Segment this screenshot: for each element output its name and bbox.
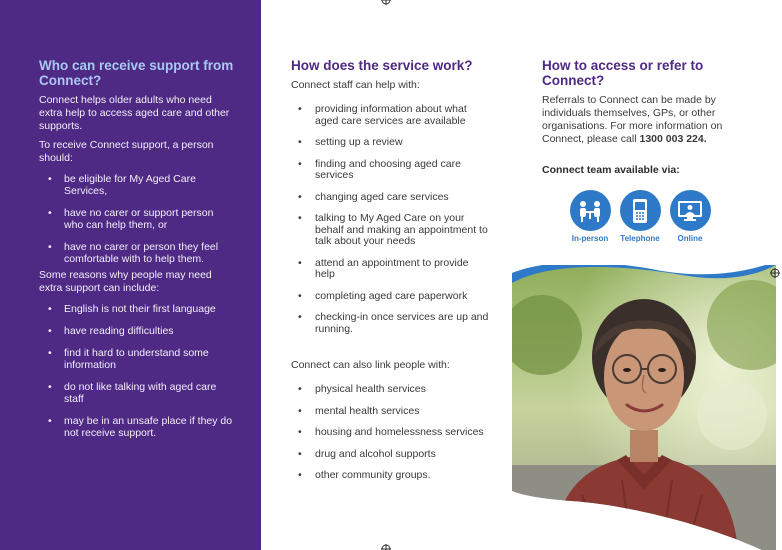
list-item: • attend an appointment to provide help bbox=[291, 258, 491, 281]
telephone-icon bbox=[620, 190, 661, 231]
list-item: • physical health services bbox=[291, 384, 491, 396]
list-item: • setting up a review bbox=[291, 137, 491, 149]
channel-telephone bbox=[615, 190, 665, 243]
referral-text bbox=[542, 94, 742, 146]
list-item: • providing information about what aged care services are available bbox=[291, 104, 491, 127]
list-item: • mental health services bbox=[291, 406, 491, 418]
middle-heading: How does the service work? bbox=[291, 58, 473, 73]
criteria-list bbox=[39, 173, 235, 265]
reasons-intro: Some reasons why people may need extra support can include: bbox=[39, 269, 212, 294]
left-heading: Who can receive support from Connect? bbox=[39, 58, 234, 88]
list-item: • completing aged care paperwork bbox=[291, 291, 491, 303]
list-item: • changing aged care services bbox=[291, 192, 491, 204]
list-item: • talking to My Aged Care on your behalf and making an appointment to talk about your needs bbox=[291, 213, 491, 248]
channel-in-person bbox=[565, 190, 615, 243]
help-list bbox=[291, 104, 491, 335]
list-item: • have no carer or support person who can help them, or bbox=[39, 207, 235, 231]
list-item: • checking-in once services are up and running. bbox=[291, 312, 491, 335]
help-intro: Connect staff can help with: bbox=[291, 79, 420, 91]
left-panel bbox=[0, 0, 261, 550]
link-intro: Connect can also link people with: bbox=[291, 359, 450, 371]
criteria-intro: To receive Connect support, a person should: bbox=[39, 139, 214, 164]
list-item: • have reading difficulties bbox=[39, 325, 235, 337]
list-item: • do not like talking with aged care staff bbox=[39, 381, 235, 405]
list-item: • English is not their first language bbox=[39, 303, 235, 315]
middle-panel bbox=[291, 58, 491, 492]
channel-online bbox=[665, 190, 715, 243]
reasons-list bbox=[39, 303, 235, 439]
registration-mark-icon bbox=[770, 268, 780, 278]
list-item: • finding and choosing aged care services bbox=[291, 159, 491, 182]
phone-number: 1300 003 224. bbox=[639, 133, 707, 145]
list-item: • have no carer or person they feel comfortable with to help them. bbox=[39, 241, 235, 265]
registration-mark-icon bbox=[381, 544, 391, 550]
registration-mark-icon bbox=[381, 0, 391, 5]
list-item: • other community groups. bbox=[291, 470, 491, 482]
portrait-photo bbox=[512, 265, 776, 550]
online-label: Online bbox=[677, 234, 703, 243]
left-intro: Connect helps older adults who need extra help to access aged care and other supports. bbox=[39, 94, 230, 132]
online-icon bbox=[670, 190, 711, 231]
telephone-label: Telephone bbox=[620, 234, 660, 243]
list-item: • may be in an unsafe place if they do not receive support. bbox=[39, 415, 235, 439]
referral-body: Referrals to Connect can be made by individuals themselves, GPs, or other organisations. For more information on Connect, please call bbox=[542, 94, 723, 145]
list-item: • be eligible for My Aged Care Services, bbox=[39, 173, 235, 197]
list-item: • drug and alcohol supports bbox=[291, 449, 491, 461]
channel-icons bbox=[565, 190, 715, 246]
right-heading: How to access or refer to Connect? bbox=[542, 58, 704, 88]
in-person-label: In-person bbox=[571, 234, 609, 243]
right-panel bbox=[542, 58, 742, 176]
in-person-icon bbox=[570, 190, 611, 231]
list-item: • find it hard to understand some information bbox=[39, 347, 235, 371]
team-heading: Connect team available via: bbox=[542, 164, 680, 176]
link-list bbox=[291, 384, 491, 482]
list-item: • housing and homelessness services bbox=[291, 427, 491, 439]
